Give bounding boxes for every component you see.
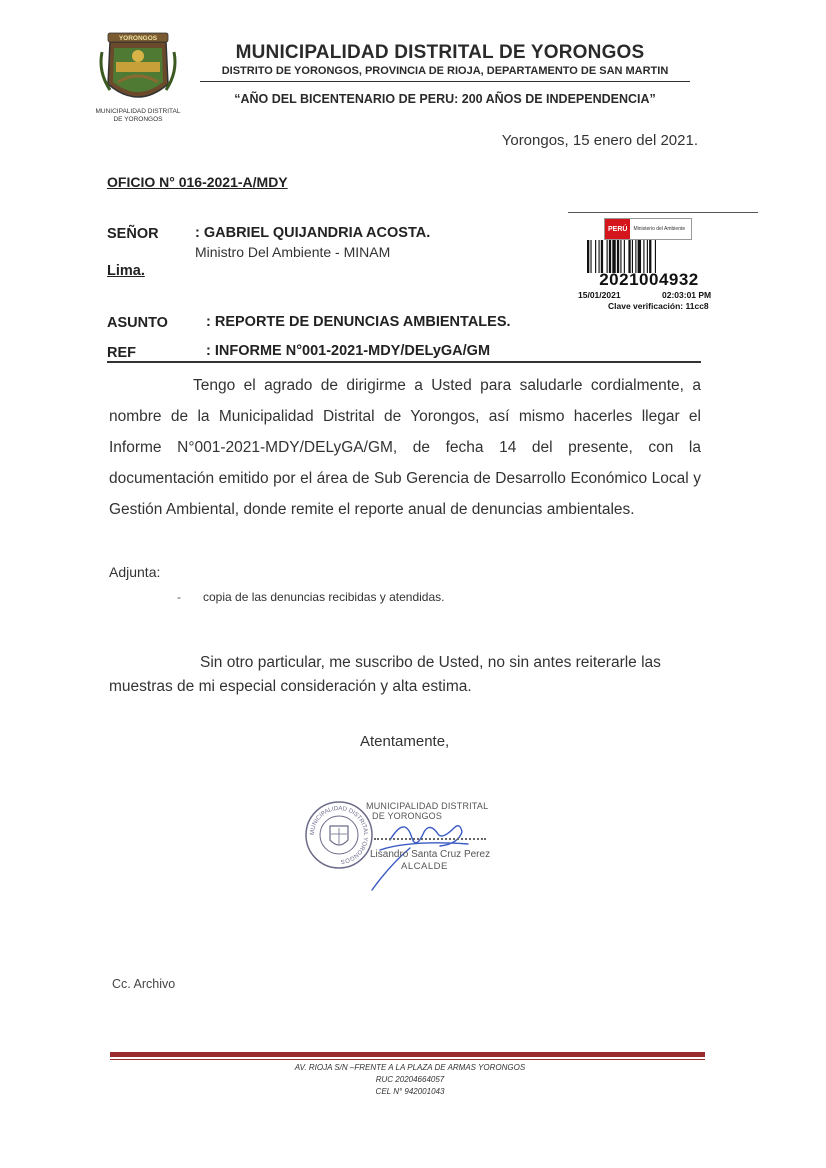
cc-archive: Cc. Archivo <box>112 977 176 991</box>
ref-label: REF <box>107 345 136 361</box>
barcode-bar <box>590 240 591 273</box>
barcode-bar <box>595 240 596 273</box>
barcode-bar <box>632 240 633 273</box>
crest-caption: MUNICIPALIDAD DISTRITAL DE YORONGOS <box>95 108 181 123</box>
barcode-bar <box>617 240 619 273</box>
barcode-bar <box>638 240 641 273</box>
footer-rule-thin <box>110 1059 705 1060</box>
recipient-title: Ministro Del Ambiente - MINAM <box>195 244 391 260</box>
ministry-logo-text: Ministerio del Ambiente <box>633 226 686 232</box>
barcode-bar <box>609 240 611 273</box>
signature-org-line2: DE YORONGOS <box>372 811 443 821</box>
seal-text: MUNICIPALIDAD DISTRITAL YORONGOS <box>309 805 369 864</box>
barcode-bar <box>649 240 651 273</box>
senor-label: SEÑOR <box>107 226 159 242</box>
recipient-name: : GABRIEL QUIJANDRIA ACOSTA. <box>195 225 431 241</box>
signature-org-line1: MUNICIPALIDAD DISTRITAL <box>366 801 489 811</box>
municipal-crest-icon <box>96 32 180 112</box>
asunto-label: ASUNTO <box>107 315 168 331</box>
signature-title: ALCALDE <box>401 861 448 872</box>
barcode-bar <box>647 240 648 273</box>
barcode-bar <box>655 240 656 273</box>
stamp-clave: Clave verificación: 11cc8 <box>608 301 709 311</box>
recipient-city: Lima. <box>107 263 145 279</box>
barcode-bar <box>628 240 630 273</box>
minam-logo <box>604 218 692 240</box>
asunto-value: : REPORTE DE DENUNCIAS AMBIENTALES. <box>206 314 511 330</box>
stamp-divider <box>568 212 758 213</box>
header-motto: “AÑO DEL BICENTENARIO DE PERU: 200 AÑOS DE INDEPENDENCIA” <box>234 92 656 106</box>
adjunta-bullet: - <box>177 590 181 604</box>
ref-value: : INFORME N°001-2021-MDY/DELyGA/GM <box>206 343 491 359</box>
footer-ruc: RUC 20204664057 <box>375 1075 445 1084</box>
stamp-date: 15/01/2021 <box>578 290 621 300</box>
barcode-bar <box>620 240 621 273</box>
adjunta-label: Adjunta: <box>109 564 161 580</box>
header-subtitle: DISTRITO DE YORONGOS, PROVINCIA DE RIOJA, DEPARTAMENTO DE SAN MARTIN <box>221 65 669 77</box>
barcode-bar <box>624 240 625 273</box>
signature-line <box>374 838 486 840</box>
barcode-bar <box>587 240 589 273</box>
barcode-bar <box>599 240 600 273</box>
barcode-bar <box>643 240 644 273</box>
footer-rule-thick <box>110 1052 705 1057</box>
farewell: Atentamente, <box>360 733 450 750</box>
footer-address: AV. RIOJA S/N –FRENTE A LA PLAZA DE ARMAS YORONGOS <box>294 1063 526 1072</box>
adjunta-item: copia de las denuncias recibidas y atendidas. <box>203 590 445 604</box>
header-title: MUNICIPALIDAD DISTRITAL DE YORONGOS <box>235 42 645 63</box>
barcode <box>587 240 711 273</box>
signature-name: Lisandro Santa Cruz Perez <box>370 849 491 860</box>
barcode-bar <box>601 240 603 273</box>
ref-divider <box>107 361 701 363</box>
barcode-bar <box>635 240 636 273</box>
header-divider <box>200 81 690 82</box>
barcode-number: 2021004932 <box>599 270 699 289</box>
barcode-bar <box>612 240 615 273</box>
closing-paragraph: Sin otro particular, me suscribo de Usted, no sin antes reiterarle las muestras de mi especial consideración y alta estima. <box>109 654 661 695</box>
oficio-number: OFICIO N° 016-2021-A/MDY <box>107 174 288 190</box>
stamp-time: 02:03:01 PM <box>662 290 712 300</box>
barcode-bar <box>607 240 608 273</box>
dateline: Yorongos, 15 enero del 2021. <box>501 132 698 149</box>
footer-cel: CEL N° 942001043 <box>375 1087 445 1096</box>
peru-logo-text: PERÚ <box>605 219 630 239</box>
crest-banner-text: YORONGOS <box>118 35 158 42</box>
body-paragraph: Tengo el agrado de dirigirme a Usted para saludarle cordialmente, a nombre de la Municipalidad Distrital de Yorongos, así mismo hacerles llegar el Informe N°001-2021-MDY/DELyGA/GM, de fecha 14 del presente, con la documentación emitido por el área de Sub Gerencia de Desarrollo Económico Local y Gestión Ambiental, donde remite el reporte anual de denuncias ambientales. <box>109 377 701 518</box>
